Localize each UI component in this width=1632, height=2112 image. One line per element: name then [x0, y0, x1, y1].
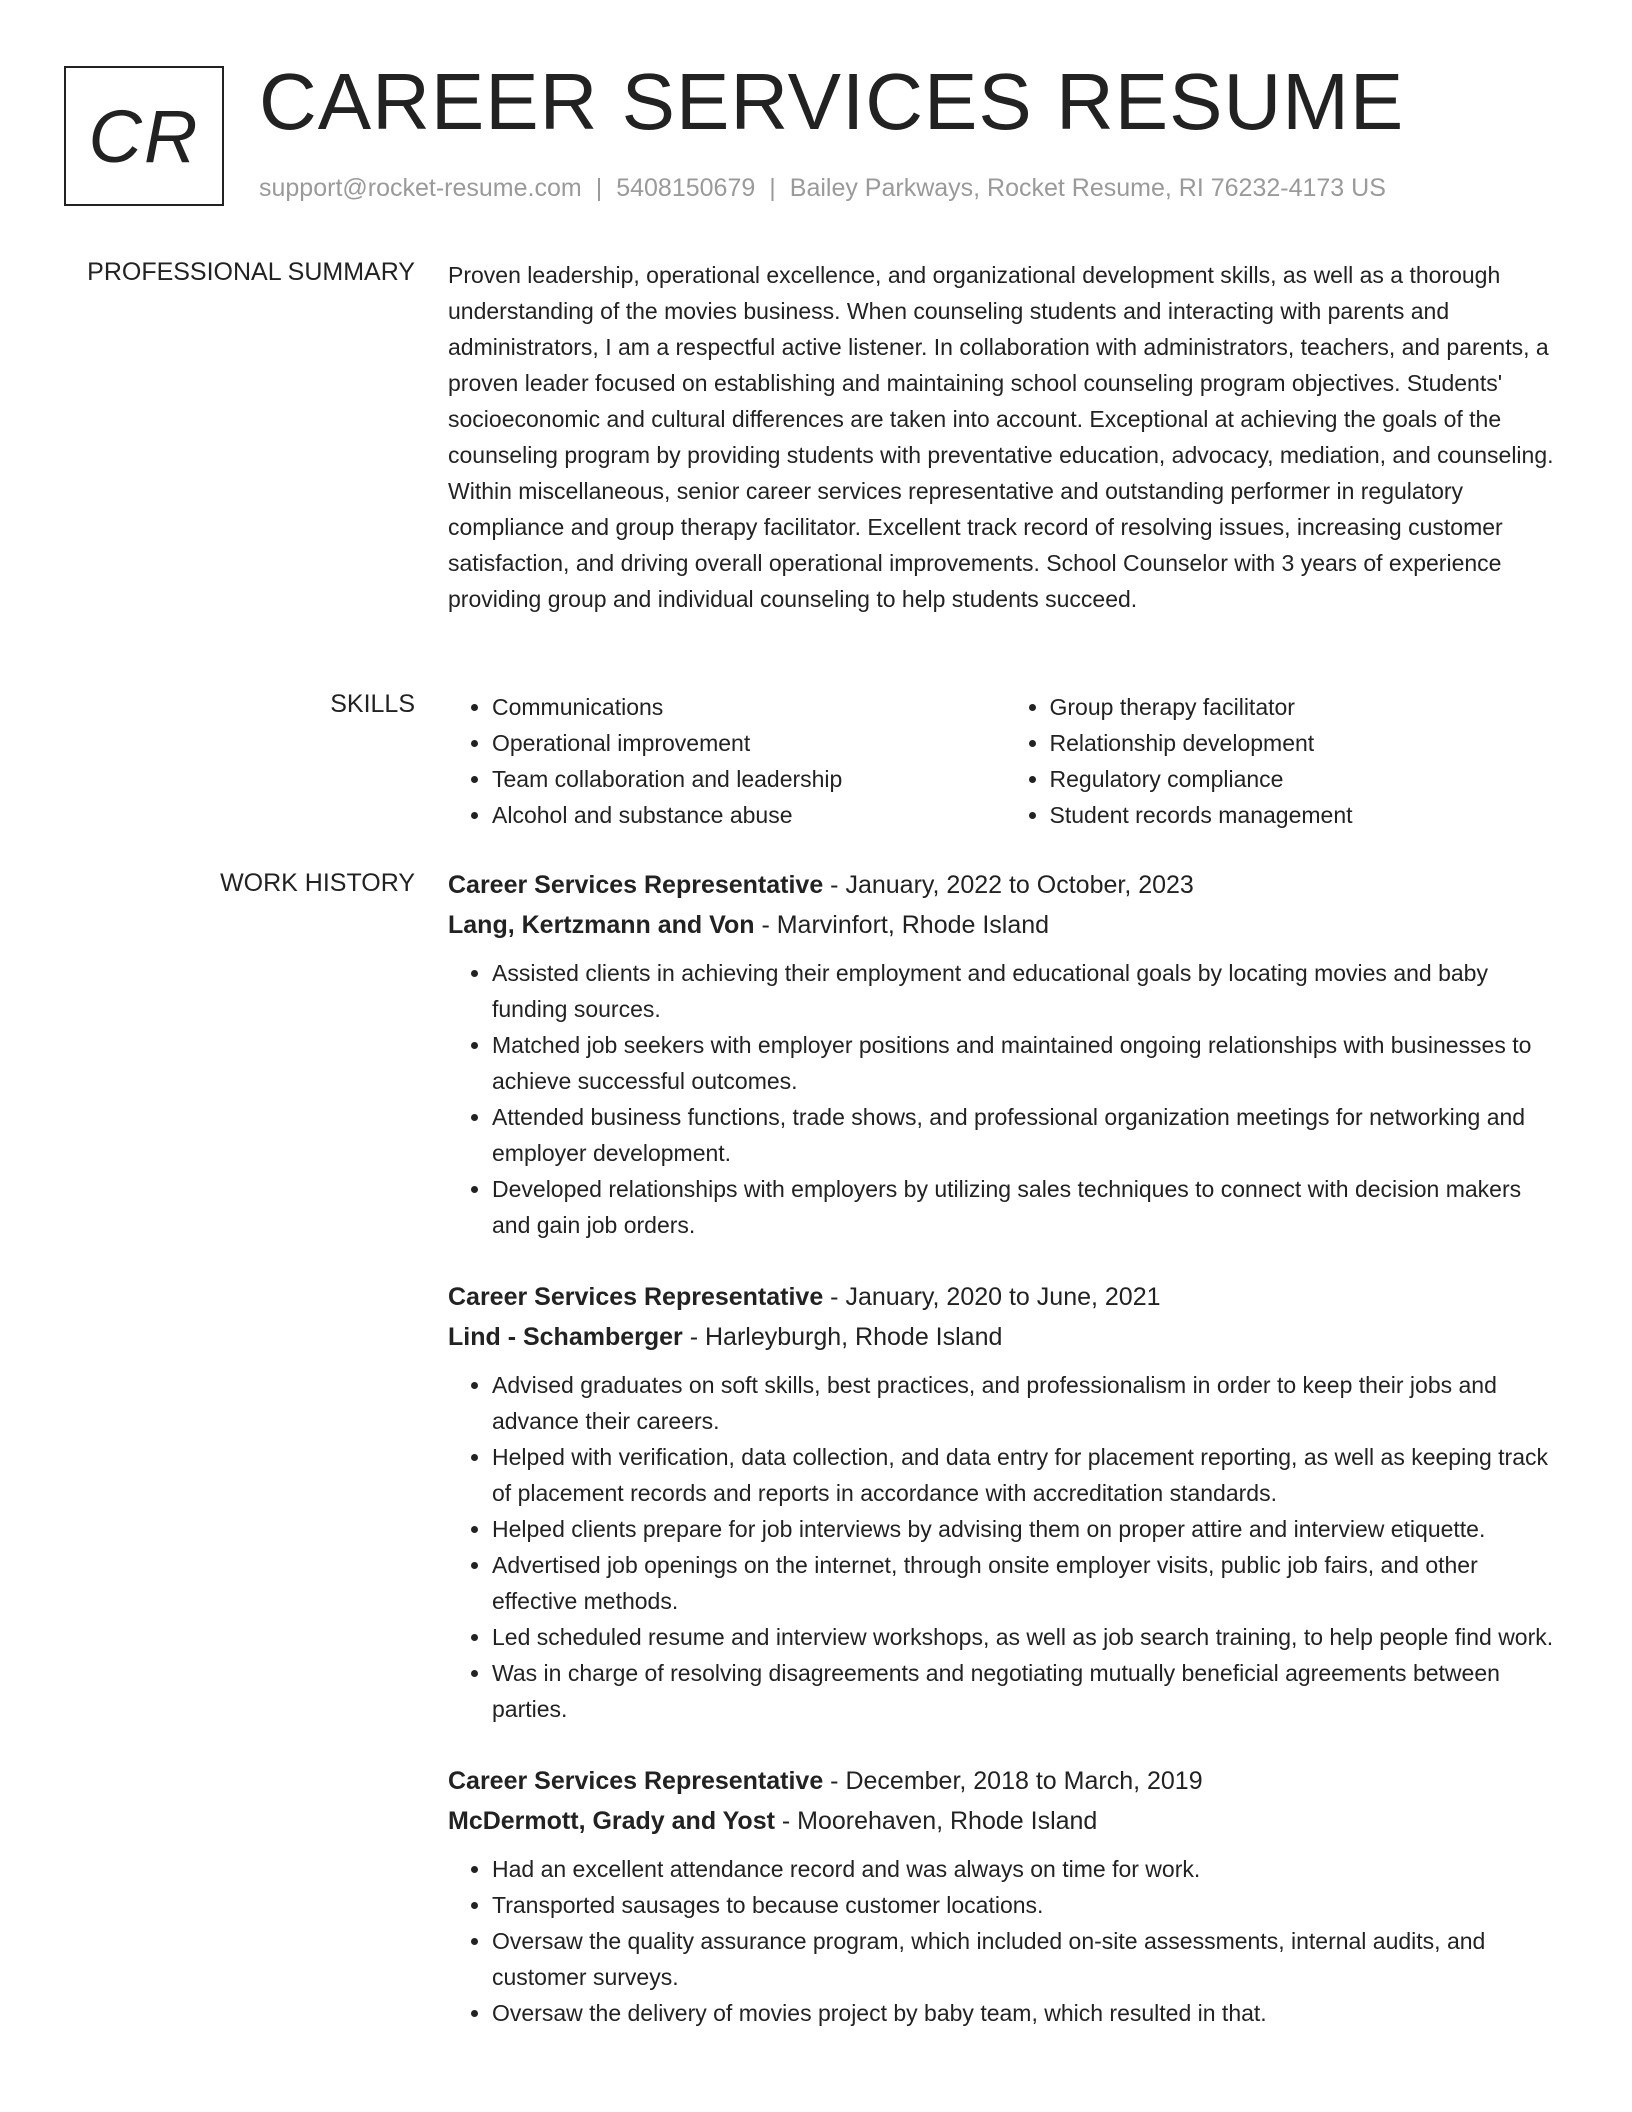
job-bullets [448, 1367, 1563, 1727]
skills-grid [448, 689, 1563, 833]
skill-item: • Relationship development [1050, 725, 1564, 761]
job-location: - Marvinfort, Rhode Island [754, 911, 1050, 939]
job-bullet: • Led scheduled resume and interview workshops, as well as job search training, to help people find work. [492, 1619, 1563, 1655]
contact-separator: | [769, 174, 776, 202]
job-bullets [448, 955, 1563, 1243]
job-company: Lang, Kertzmann and Von [448, 911, 755, 939]
contact-line [259, 174, 1386, 203]
job-bullet: • Advertised job openings on the internet, through onsite employer visits, public job fairs, and other effective methods. [492, 1547, 1563, 1619]
job-bullet: • Helped clients prepare for job interviews by advising them on proper attire and interview etiquette. [492, 1511, 1563, 1547]
job-entry [448, 865, 1563, 1243]
job-dates: - January, 2020 to June, 2021 [823, 1283, 1161, 1311]
skills-heading: SKILLS [330, 690, 415, 718]
job-company-line [448, 1317, 1563, 1357]
contact-email[interactable]: support@rocket-resume.com [259, 174, 582, 202]
job-title-line [448, 1277, 1563, 1317]
contact-phone[interactable]: 5408150679 [616, 174, 756, 202]
skill-item: • Communications [492, 689, 1006, 725]
job-bullet: • Helped with verification, data collection, and data entry for placement reporting, as well as keeping track of placement records and reports in accordance with accreditation standards. [492, 1439, 1563, 1511]
contact-separator: | [595, 174, 603, 202]
job-bullet: • Was in charge of resolving disagreements and negotiating mutually beneficial agreements between parties. [492, 1655, 1563, 1727]
work-history-section [448, 865, 1563, 2065]
job-title: Career Services Representative [448, 871, 824, 899]
job-bullet: • Attended business functions, trade shows, and professional organization meetings for networking and employer development. [492, 1099, 1563, 1171]
job-entry [448, 1277, 1563, 1727]
skills-list-left [448, 689, 1006, 833]
job-title-line [448, 1761, 1563, 1801]
job-bullet: • Oversaw the delivery of movies project by baby team, which resulted in that. [492, 1995, 1563, 2031]
job-location: - Harleyburgh, Rhode Island [682, 1323, 1003, 1351]
job-bullets [448, 1851, 1563, 2031]
job-title-line [448, 865, 1563, 905]
skill-item: • Team collaboration and leadership [492, 761, 1006, 797]
skills-section [448, 689, 1563, 833]
job-company: Lind - Schamberger [448, 1323, 683, 1351]
job-bullet: • Developed relationships with employers by utilizing sales techniques to connect with decision makers and gain job orders. [492, 1171, 1563, 1243]
summary-section [448, 257, 1563, 617]
skill-item: • Operational improvement [492, 725, 1006, 761]
skill-item: • Student records management [1050, 797, 1564, 833]
skill-item: • Alcohol and substance abuse [492, 797, 1006, 833]
job-location: - Moorehaven, Rhode Island [774, 1807, 1098, 1835]
job-dates: - December, 2018 to March, 2019 [823, 1767, 1203, 1795]
job-bullet: • Had an excellent attendance record and was always on time for work. [492, 1851, 1563, 1887]
job-company: McDermott, Grady and Yost [448, 1807, 775, 1835]
job-title: Career Services Representative [448, 1283, 824, 1311]
contact-address: Bailey Parkways, Rocket Resume, RI 76232-4173 US [789, 174, 1386, 202]
summary-text: Proven leadership, operational excellence, and organizational development skills, as well as a thorough understanding of the movies business. When counseling students and interacting with parents and administrators, I am a respectful active listener. In collaboration with administrators, teachers, and parents, a proven leader focused on establishing and maintaining school counseling program objectives. Students' socioeconomic and cultural differences are taken into account. Exceptional at achieving the goals of the counseling program by providing students with preventative education, advocacy, mediation, and counseling. Within miscellaneous, senior career services representative and outstanding performer in regulatory compliance and group therapy facilitator. Excellent track record of resolving issues, increasing customer satisfaction, and driving overall operational improvements. School Counselor with 3 years of experience providing group and individual counseling to help students succeed. [448, 262, 1554, 612]
job-dates: - January, 2022 to October, 2023 [823, 871, 1194, 899]
job-company-line [448, 1801, 1563, 1841]
resume-title: CAREER SERVICES RESUME [259, 57, 1405, 146]
summary-heading: PROFESSIONAL SUMMARY [87, 258, 415, 286]
job-bullet: • Assisted clients in achieving their employment and educational goals by locating movies and baby funding sources. [492, 955, 1563, 1027]
job-bullet: • Transported sausages to because customer locations. [492, 1887, 1563, 1923]
job-company-line [448, 905, 1563, 945]
monogram-logo [64, 66, 224, 206]
job-bullet: • Matched job seekers with employer positions and maintained ongoing relationships with businesses to achieve successful outcomes. [492, 1027, 1563, 1099]
work-history-heading: WORK HISTORY [220, 869, 415, 897]
skill-item: • Regulatory compliance [1050, 761, 1564, 797]
job-bullet: • Oversaw the quality assurance program, which included on-site assessments, internal audits, and customer surveys. [492, 1923, 1563, 1995]
job-title: Career Services Representative [448, 1767, 824, 1795]
monogram-text: CR [88, 94, 200, 178]
job-entry [448, 1761, 1563, 2031]
skills-list-right [1006, 689, 1564, 833]
skill-item: • Group therapy facilitator [1050, 689, 1564, 725]
job-bullet: • Advised graduates on soft skills, best practices, and professionalism in order to keep their jobs and advance their careers. [492, 1367, 1563, 1439]
